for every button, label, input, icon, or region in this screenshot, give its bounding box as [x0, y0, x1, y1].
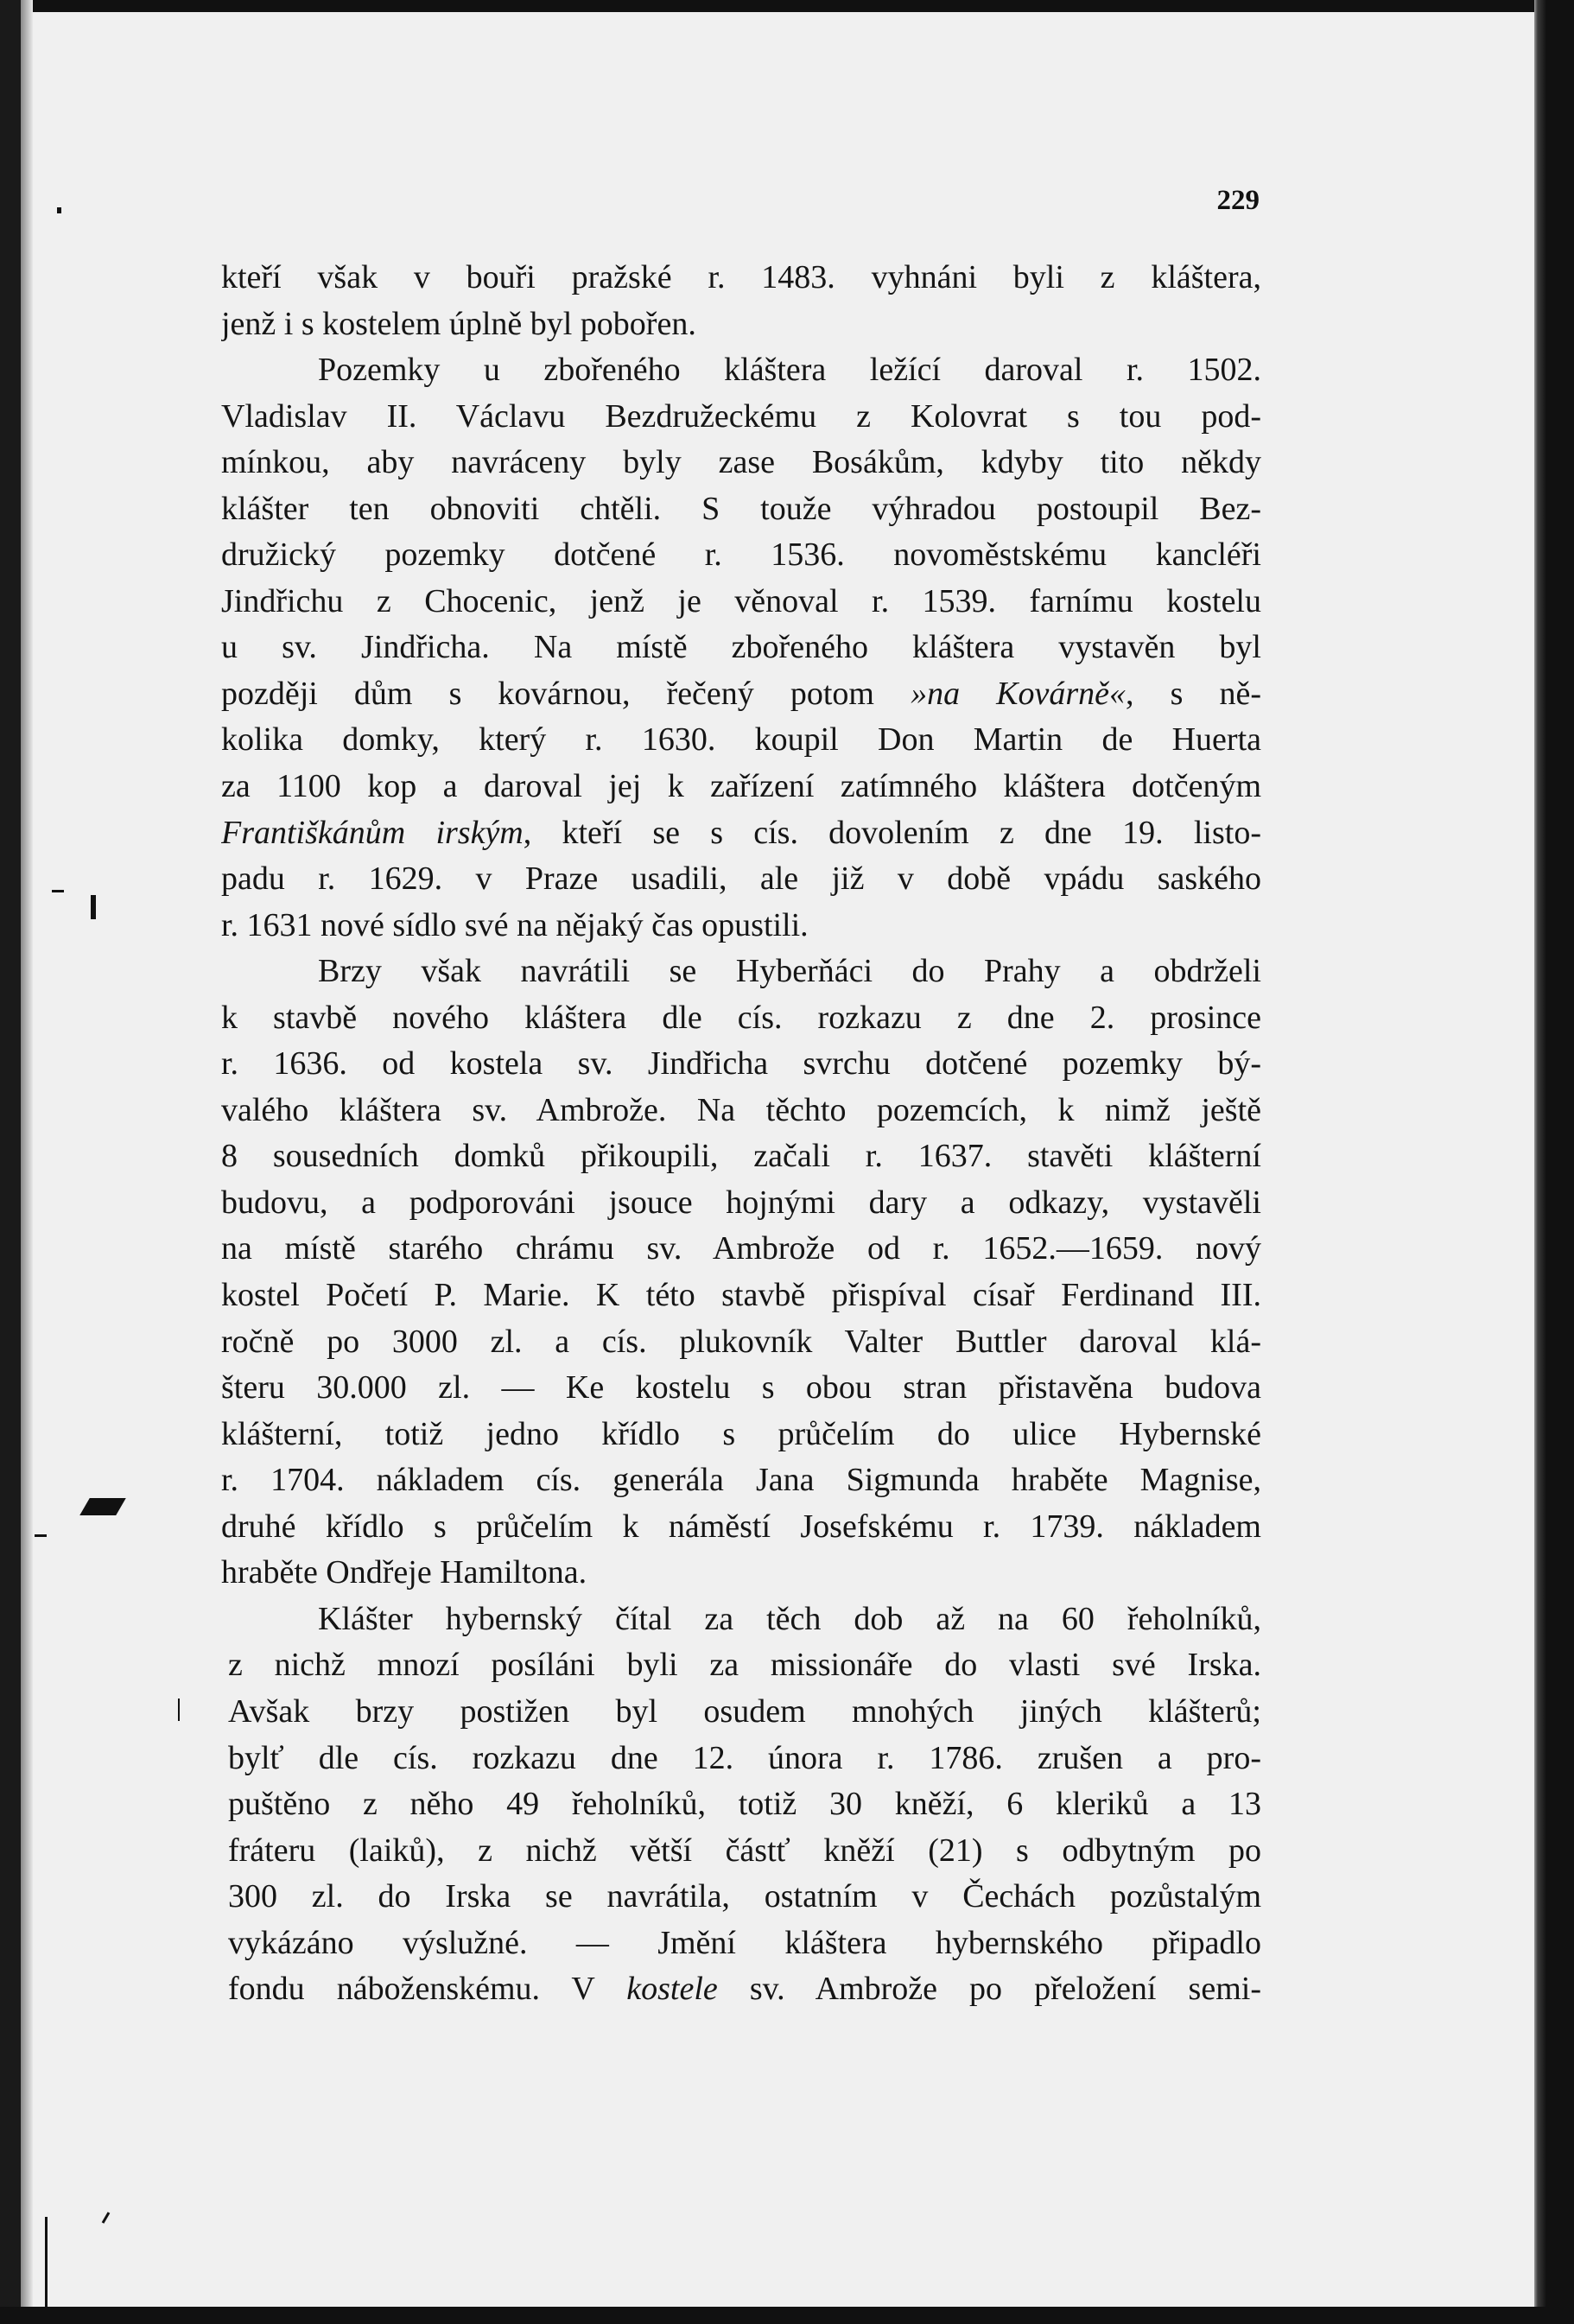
text-line: na místě starého chrámu sv. Ambrože od r. 1652.—1659. nový	[221, 1230, 1261, 1267]
margin-speck	[91, 895, 96, 919]
text-line: Klášter hybernský čítal za těch dob až na 60 řeholníků,	[318, 1600, 1261, 1637]
text-line: Jindřichu z Chocenic, jenž je věnoval r. 1539. farnímu kostelu	[221, 582, 1261, 619]
text-line: bylť dle cís. rozkazu dne 12. února r. 1786. zrušen a pro-	[228, 1739, 1261, 1776]
text-line: padu r. 1629. v Praze usadili, ale již v době vpádu saského	[221, 860, 1261, 898]
text-line: kteří však v bouři pražské r. 1483. vyhnáni byli z kláštera,	[221, 259, 1261, 295]
text-line: Pozemky u zbořeného kláštera ležící daroval r. 1502.	[318, 352, 1261, 389]
margin-speck	[45, 2217, 48, 2312]
text-line: šteru 30.000 zl. — Ke kostelu s obou stran přistavěna budova	[221, 1369, 1261, 1406]
text-line: 300 zl. do Irska se navrátila, ostatním v Čechách pozůstalým	[228, 1878, 1261, 1915]
text-line: budovu, a podporováni jsouce hojnými dary a odkazy, vystavěli	[221, 1184, 1261, 1221]
text-line: valého kláštera sv. Ambrože. Na těchto pozemcích, k nimž ještě	[221, 1091, 1261, 1128]
text-line: za 1100 kop a daroval jej k zařízení zatímného kláštera dotčeným	[221, 768, 1261, 805]
text-line: r. 1704. nákladem cís. generála Jana Sigmunda hraběte Magnise,	[221, 1462, 1261, 1499]
text-line: Františkánům irským, kteří se s cís. dovolením z dne 19. listo-	[221, 814, 1261, 851]
text-line: 8 sousedních domků přikoupili, začali r. 1637. stavěti klášterní	[221, 1138, 1261, 1175]
text-line: vykázáno výslužné. — Jmění kláštera hybernského připadlo	[228, 1924, 1261, 1961]
margin-speck	[102, 2212, 111, 2224]
margin-speck	[35, 1534, 47, 1537]
text-line: u sv. Jindřicha. Na místě zbořeného kláštera vystavěn byl	[221, 629, 1261, 666]
scan-top-border	[0, 0, 1574, 12]
page-number: 229	[1216, 185, 1260, 216]
scan-right-border	[1534, 0, 1574, 2324]
text-line: fondu náboženskému. V kostele sv. Ambrože po přeložení semi-	[228, 1971, 1261, 2008]
margin-speck	[52, 890, 64, 892]
text-line: družický pozemky dotčené r. 1536. novoměstskému kancléři	[221, 537, 1261, 574]
text-line: Vladislav II. Václavu Bezdružeckému z Kolovrat s tou pod-	[221, 397, 1261, 435]
text-line: puštěno z něho 49 řeholníků, totiž 30 kněží, 6 kleriků a 13	[228, 1786, 1261, 1823]
margin-speck	[57, 207, 61, 213]
text-line: kolika domky, který r. 1630. koupil Don Martin de Huerta	[221, 721, 1261, 759]
text-line: mínkou, aby navráceny byly zase Bosákům, kdyby tito někdy	[221, 444, 1261, 481]
body-text	[221, 255, 1261, 2013]
scan-left-border	[0, 0, 21, 2324]
text-line: Avšak brzy postižen byl osudem mnohých jiných klášterů;	[228, 1692, 1261, 1730]
text-line: klášterní, totiž jedno křídlo s průčelím do ulice Hybernské	[221, 1415, 1261, 1452]
text-line: později dům s kovárnou, řečený potom »na Kovárně«, s ně-	[221, 675, 1261, 712]
text-line: hraběte Ondřeje Hamiltona.	[221, 1554, 587, 1591]
text-line: z nichž mnozí posíláni byli za missionáře do vlasti své Irska.	[228, 1647, 1261, 1684]
text-line: jenž i s kostelem úplně byl pobořen.	[221, 305, 696, 342]
text-line: ročně po 3000 zl. a cís. plukovník Valter Buttler daroval klá-	[221, 1323, 1261, 1360]
scan-bottom-border	[0, 2307, 1574, 2324]
text-line: k stavbě nového kláštera dle cís. rozkazu z dne 2. prosince	[221, 999, 1261, 1036]
text-line: druhé křídlo s průčelím k náměstí Josefskému r. 1739. nákladem	[221, 1508, 1261, 1545]
text-line: klášter ten obnoviti chtěli. S touže výhradou postoupil Bez-	[221, 490, 1261, 527]
text-line: fráteru (laiků), z nichž větší částť kněží (21) s odbytným po	[228, 1832, 1261, 1869]
margin-speck	[178, 1699, 180, 1721]
page-gutter-shadow	[21, 0, 33, 2324]
margin-speck	[79, 1498, 126, 1515]
text-line: r. 1631 nové sídlo své na nějaký čas opustili.	[221, 906, 809, 943]
text-line: Brzy však navrátili se Hyberňáci do Prahy a obdrželi	[318, 953, 1261, 990]
text-line: r. 1636. od kostela sv. Jindřicha svrchu dotčené pozemky bý-	[221, 1045, 1261, 1083]
text-line: kostel Početí P. Marie. K této stavbě přispíval císař Ferdinand III.	[221, 1277, 1261, 1314]
